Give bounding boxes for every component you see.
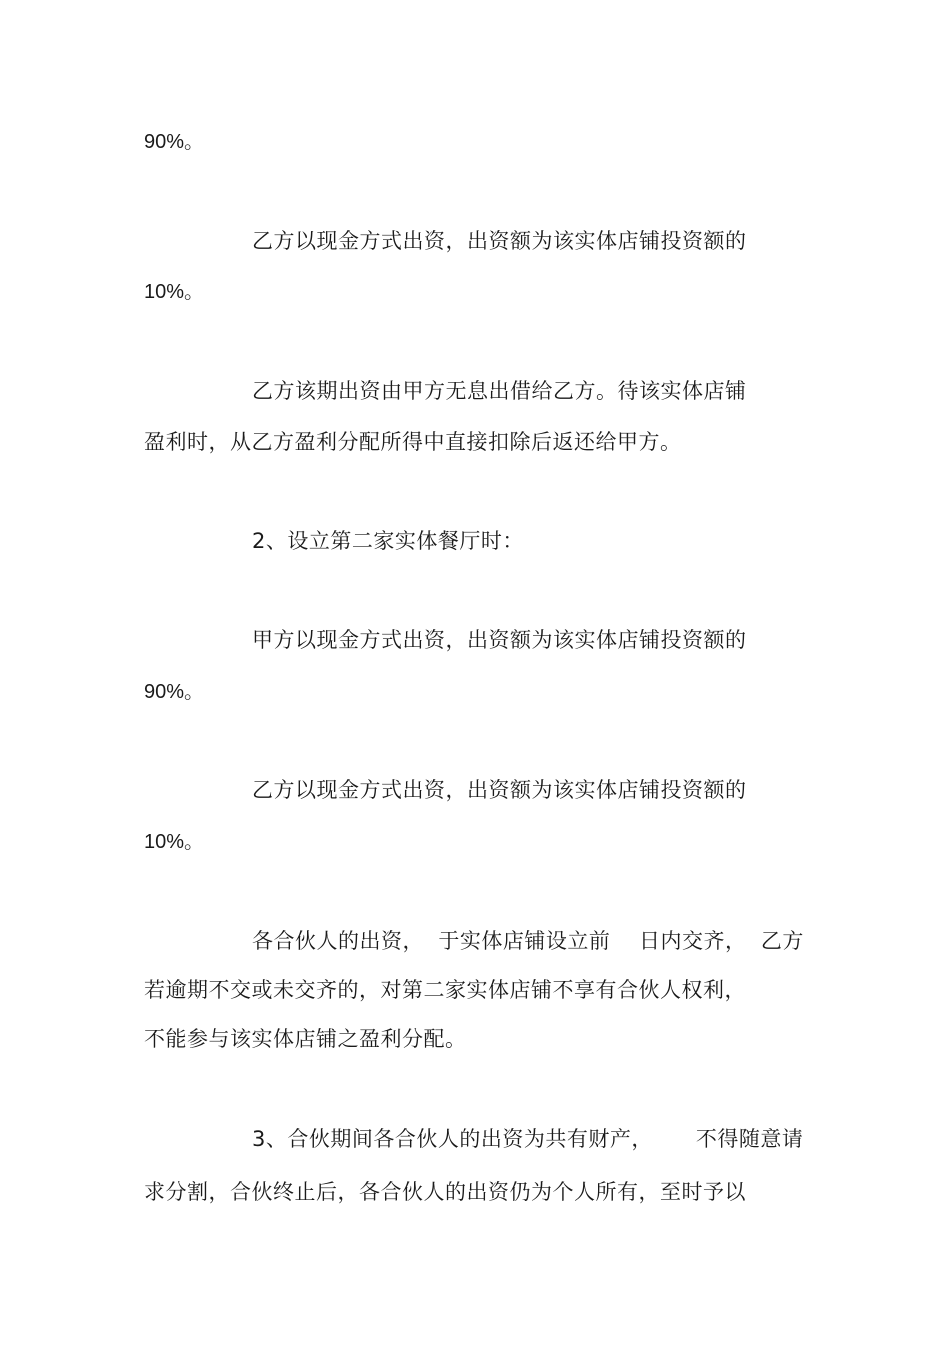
section-heading: 2、设立第二家实体餐厅时：	[252, 529, 524, 553]
section-heading: 3、合伙期间各合伙人的出资为共有财产， 不得随意请	[252, 1127, 804, 1151]
paragraph-line: 90%。	[144, 131, 205, 153]
paragraph-line: 10%。	[144, 281, 205, 303]
paragraph-line: 各合伙人的出资， 于实体店铺设立前 日内交齐， 乙方	[252, 929, 804, 953]
paragraph-line: 10%。	[144, 831, 205, 853]
paragraph-line: 若逾期不交或未交齐的，对第二家实体店铺不享有合伙人权利，	[144, 978, 746, 1002]
paragraph-line: 盈利时，从乙方盈利分配所得中直接扣除后返还给甲方。	[144, 430, 682, 454]
paragraph-line: 甲方以现金方式出资，出资额为该实体店铺投资额的	[252, 628, 747, 652]
paragraph-line: 90%。	[144, 681, 205, 703]
paragraph-line: 不能参与该实体店铺之盈利分配。	[144, 1027, 467, 1051]
paragraph-line: 求分割，合伙终止后，各合伙人的出资仍为个人所有，至时予以	[144, 1180, 746, 1204]
paragraph-line: 乙方以现金方式出资，出资额为该实体店铺投资额的	[252, 778, 747, 802]
paragraph-line: 乙方该期出资由甲方无息出借给乙方。待该实体店铺	[252, 379, 747, 403]
paragraph-line: 乙方以现金方式出资，出资额为该实体店铺投资额的	[252, 229, 747, 253]
